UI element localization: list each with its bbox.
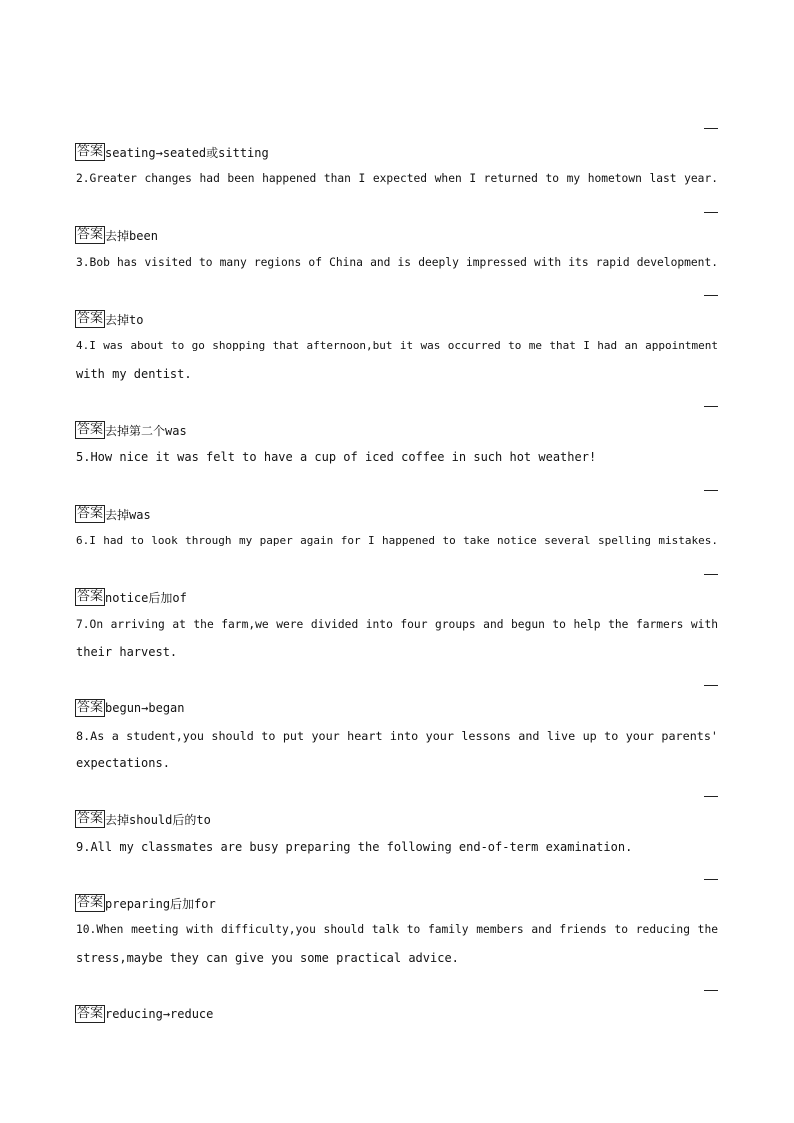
answer-label-box: 答案 [77, 144, 104, 159]
answer-blank-line [704, 796, 718, 797]
answer-text: notice后加of [105, 590, 187, 605]
answer-text: 去掉should后的to [105, 812, 211, 827]
answer-label-box: 答案 [77, 700, 104, 715]
question-7-line-2: their harvest. [76, 645, 178, 659]
answer-row-9 [75, 893, 216, 913]
answer-text: reducing→reduce [105, 1007, 214, 1021]
answer-row-5 [75, 504, 151, 524]
answer-row-6 [75, 587, 187, 607]
question-3-line-1: 3.Bob has visited to many regions of China and is deeply impressed with its rapid development. [76, 256, 718, 269]
answer-text: begun→began [105, 701, 185, 715]
question-9-line-1: 9.All my classmates are busy preparing the following end-of-term examination. [76, 840, 633, 854]
question-10-line-2: stress,maybe they can give you some practical advice. [76, 951, 459, 965]
question-10-line-1: 10.When meeting with difficulty,you should talk to family members and friends to reducing the [76, 923, 718, 936]
answer-label-box: 答案 [77, 811, 104, 826]
answer-row-1 [75, 142, 269, 162]
question-7-line-1: 7.On arriving at the farm,we were divided into four groups and begun to help the farmers with [76, 618, 718, 631]
answer-text: preparing后加for [105, 896, 216, 911]
answer-blank-line [704, 879, 718, 880]
answer-label-box: 答案 [77, 311, 104, 326]
answer-text: 去掉been [105, 228, 158, 243]
answer-blank-line [704, 990, 718, 991]
answer-blank-line [704, 406, 718, 407]
answer-row-4 [75, 420, 187, 440]
question-5-line-1: 5.How nice it was felt to have a cup of iced coffee in such hot weather! [76, 450, 597, 464]
answer-text: 去掉第二个was [105, 423, 187, 438]
answer-text: 去掉to [105, 312, 144, 327]
answer-row-3 [75, 309, 143, 329]
answer-label-box: 答案 [77, 227, 104, 242]
answer-row-2 [75, 225, 158, 245]
answer-label-box: 答案 [77, 422, 104, 437]
answer-label-box: 答案 [77, 895, 104, 910]
question-8-line-1: 8.As a student,you should to put your heart into your lessons and live up to your parents' [76, 729, 718, 743]
question-4-line-1: 4.I was about to go shopping that afternoon,but it was occurred to me that I had an appointment [76, 339, 718, 352]
answer-label-box: 答案 [77, 506, 104, 521]
answer-blank-line [704, 685, 718, 686]
answer-row-7 [75, 698, 185, 718]
answer-blank-line [704, 574, 718, 575]
answer-row-8 [75, 809, 211, 829]
question-4-line-2: with my dentist. [76, 367, 192, 381]
answer-label-box: 答案 [77, 1006, 104, 1021]
answer-text: seating→seated或sitting [105, 145, 269, 160]
question-6-line-1: 6.I had to look through my paper again for I happened to take notice several spelling mistakes. [76, 534, 718, 547]
answer-blank-line [704, 295, 718, 296]
answer-blank-line [704, 212, 718, 213]
answer-blank-line [704, 490, 718, 491]
answer-row-10 [75, 1004, 213, 1024]
answer-blank-line [704, 128, 718, 129]
answer-text: 去掉was [105, 507, 151, 522]
question-8-line-2: expectations. [76, 756, 170, 770]
answer-label-box: 答案 [77, 589, 104, 604]
question-2-line-1: 2.Greater changes had been happened than I expected when I returned to my hometown last year. [76, 172, 718, 185]
